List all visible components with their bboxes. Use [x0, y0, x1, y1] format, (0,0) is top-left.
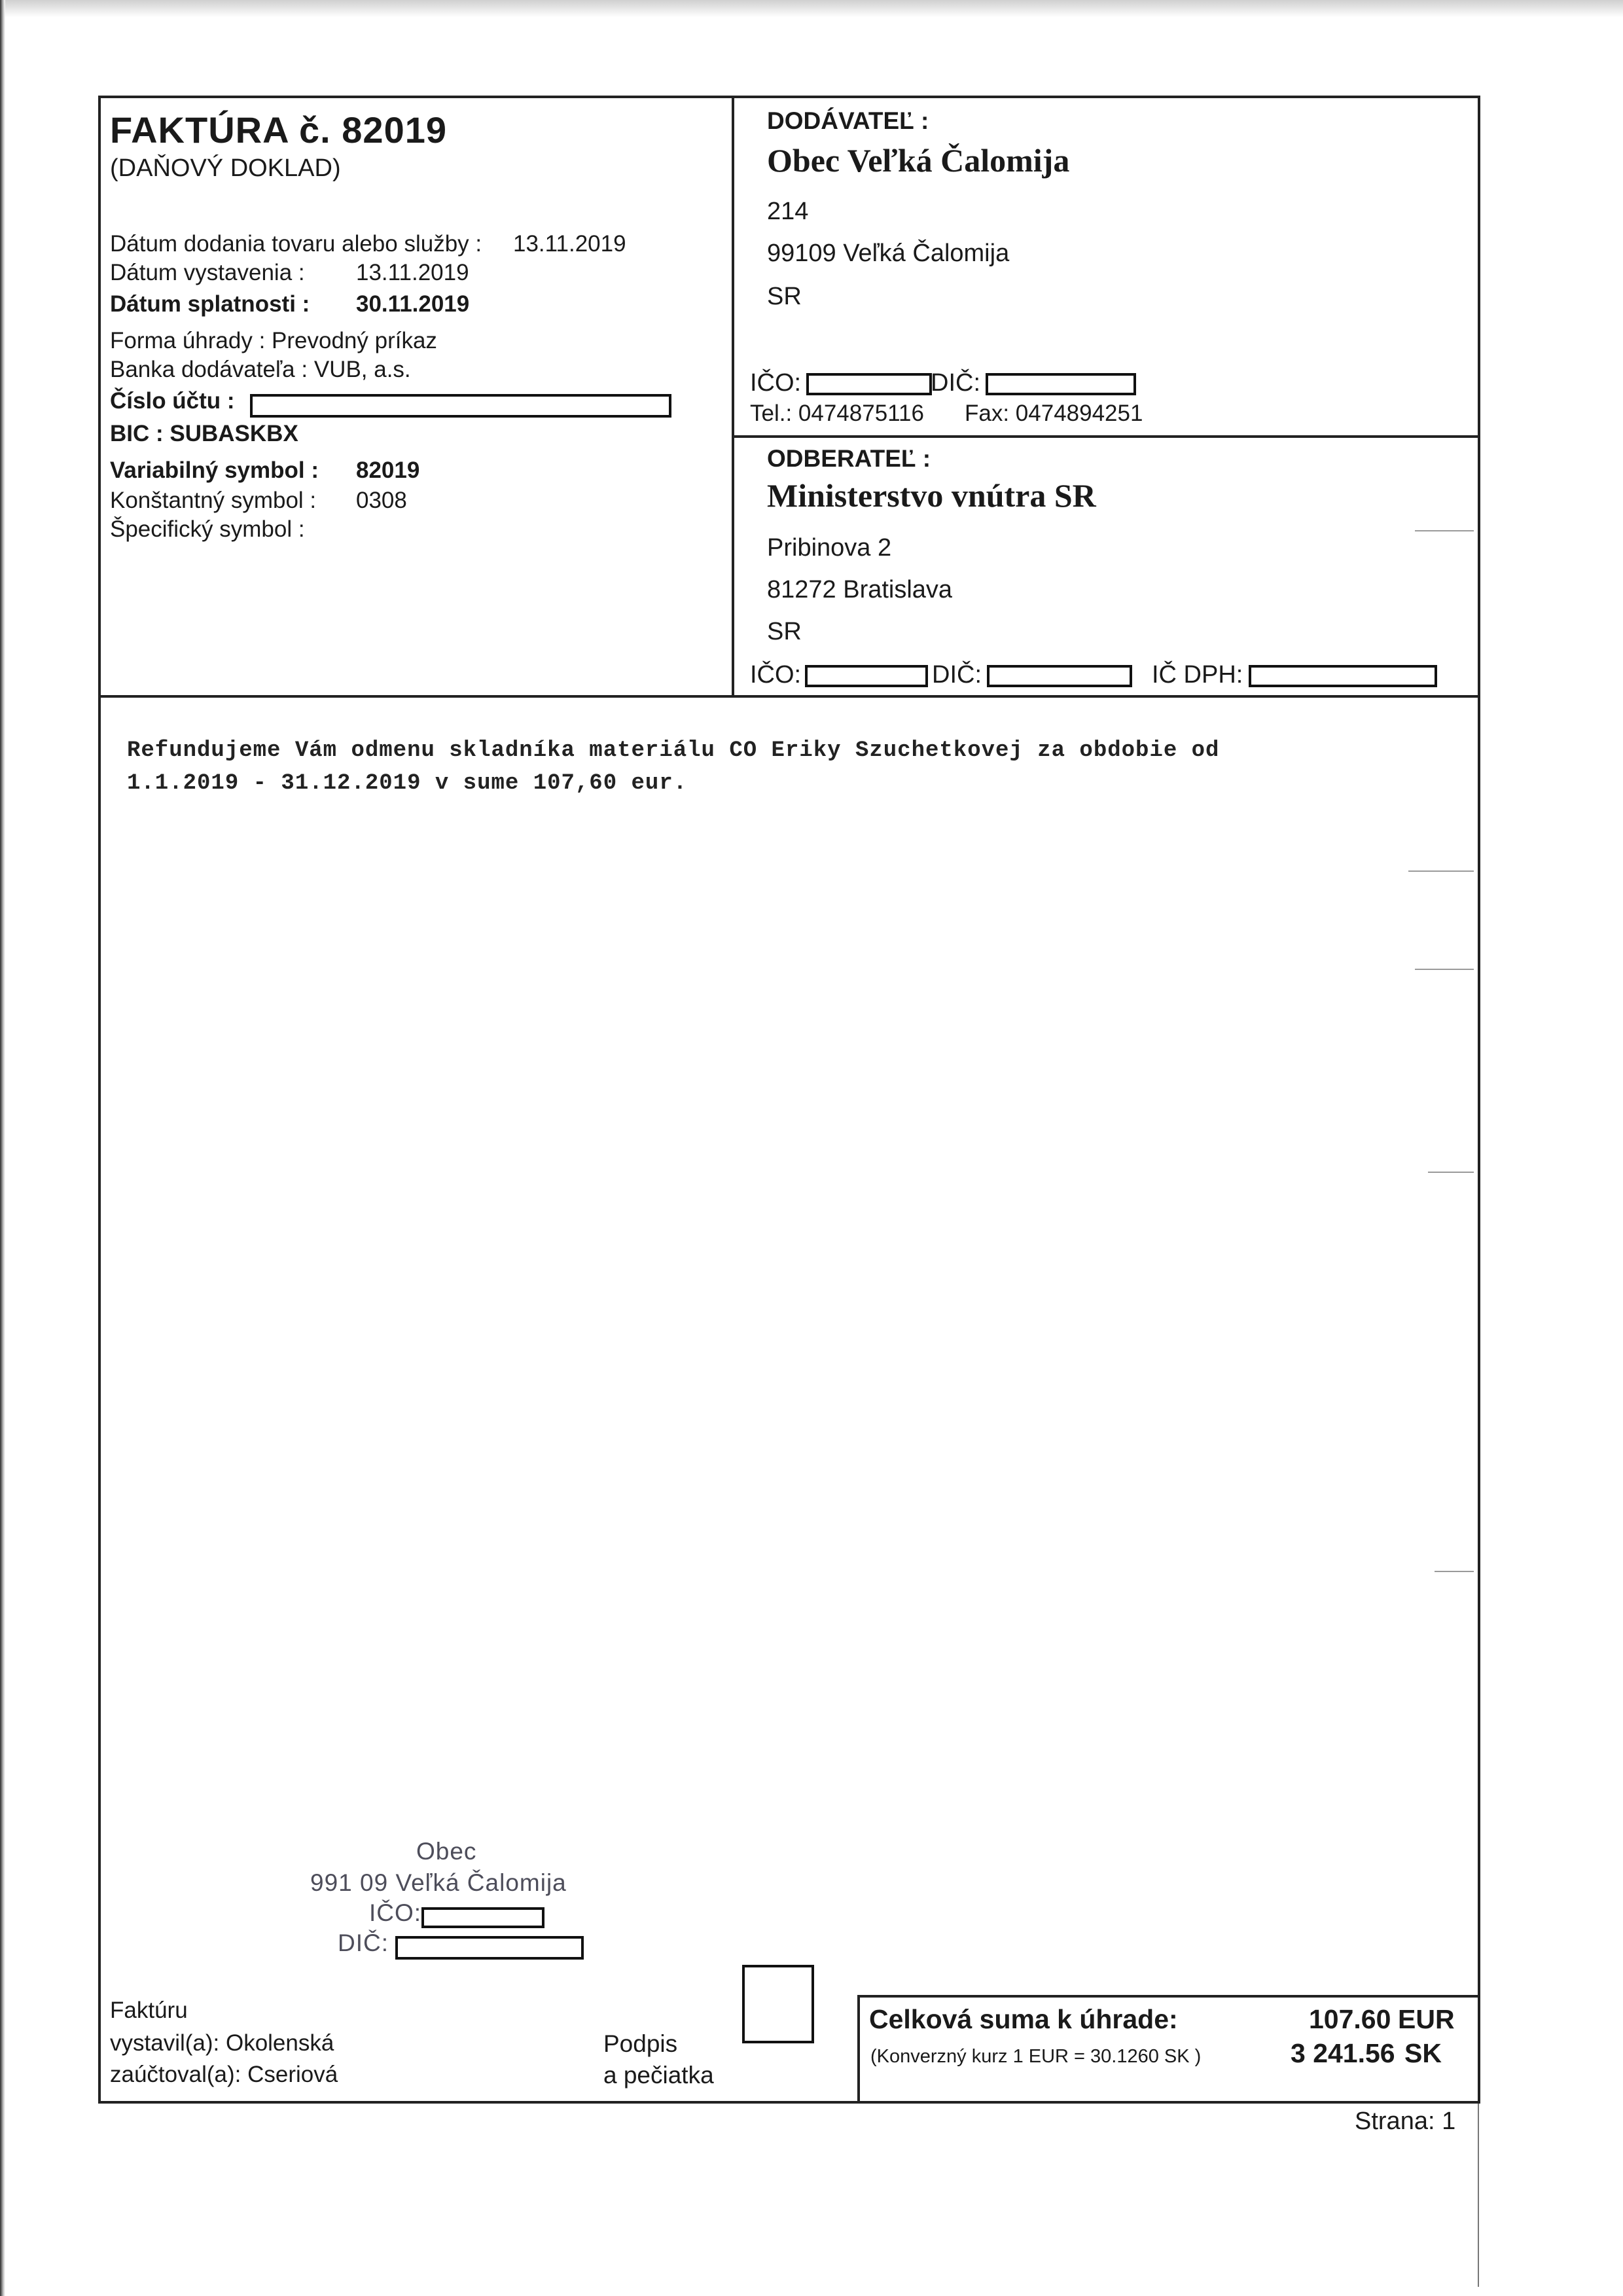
- stamp-dic-label: DIČ:: [338, 1929, 389, 1956]
- scan-mark: [1415, 530, 1474, 531]
- due-date: 30.11.2019: [356, 291, 470, 317]
- customer-icdph-label: IČ DPH:: [1152, 661, 1243, 689]
- issued-by: vystavil(a): Okolenská: [110, 2030, 334, 2056]
- specific-symbol-label: Špecifický symbol :: [110, 516, 305, 542]
- customer-ico-label: IČO:: [750, 661, 802, 689]
- supplier-bank: Banka dodávateľa : VUB, a.s.: [110, 357, 411, 382]
- account-redaction: [250, 394, 671, 418]
- supplier-ico-redaction: [806, 373, 932, 395]
- bic-code: BIC : SUBASKBX: [110, 421, 298, 446]
- supplier-fax: Fax: 0474894251: [965, 401, 1143, 426]
- stamp-line-2: 991 09 Veľká Čalomija: [310, 1869, 567, 1896]
- booked-by: zaúčtoval(a): Cseriová: [110, 2062, 338, 2087]
- stamp-dic-redaction: [395, 1936, 584, 1960]
- currency-eur: EUR: [1398, 2004, 1455, 2034]
- supplier-name: Obec Veľká Čalomija: [767, 142, 1070, 179]
- customer-name: Ministerstvo vnútra SR: [767, 477, 1096, 514]
- variable-symbol-label: Variabilný symbol :: [110, 457, 319, 483]
- page-number: Strana: 1: [1355, 2108, 1456, 2135]
- invoice-subtitle: (DAŇOVÝ DOKLAD): [110, 154, 341, 182]
- customer-dic-label: DIČ:: [932, 661, 982, 689]
- total-sk: 3 241.56: [1291, 2038, 1395, 2068]
- delivery-date: 13.11.2019: [513, 231, 626, 257]
- supplier-heading: DODÁVATEĽ :: [767, 107, 929, 134]
- customer-ico-redaction: [805, 665, 928, 687]
- issue-date: 13.11.2019: [356, 260, 469, 285]
- constant-symbol: 0308: [356, 488, 407, 513]
- scan-mark: [1415, 969, 1474, 970]
- header-bottom: [98, 695, 1480, 698]
- party-divider: [732, 435, 1479, 438]
- variable-symbol: 82019: [356, 457, 420, 483]
- stamp-ico-redaction: [421, 1907, 544, 1928]
- total-label: Celková suma k úhrade:: [869, 2004, 1178, 2034]
- invoice-title: FAKTÚRA č. 82019: [110, 109, 447, 151]
- total-box-top: [857, 1995, 1479, 1998]
- currency-sk: SK: [1404, 2038, 1442, 2068]
- customer-heading: ODBERATEĽ :: [767, 445, 931, 472]
- body-text-line-2: 1.1.2019 - 31.12.2019 v sume 107,60 eur.: [127, 771, 688, 796]
- customer-icdph-redaction: [1249, 665, 1437, 687]
- signature-box: [742, 1965, 814, 2043]
- customer-country: SR: [767, 618, 802, 645]
- scan-shading: [0, 0, 1623, 17]
- frame-top: [98, 96, 1480, 98]
- constant-symbol-label: Konštantný symbol :: [110, 488, 317, 513]
- delivery-date-label: Dátum dodania tovaru alebo služby :: [110, 231, 482, 257]
- total-box-left: [857, 1995, 860, 2102]
- supplier-dic-redaction: [986, 373, 1136, 395]
- customer-city: 81272 Bratislava: [767, 576, 953, 603]
- supplier-city: 99109 Veľká Čalomija: [767, 240, 1010, 267]
- supplier-dic-label: DIČ:: [931, 369, 980, 397]
- issue-date-label: Dátum vystavenia :: [110, 260, 305, 285]
- frame-right: [1478, 96, 1480, 2104]
- signature-label-2: a pečiatka: [603, 2062, 714, 2089]
- scan-mark: [1408, 870, 1474, 872]
- frame-bottom: [98, 2101, 1480, 2104]
- scan-edge: [0, 0, 5, 2296]
- body-text-line-1: Refundujeme Vám odmenu skladníka materiálu CO Eriky Szuchetkovej za obdobie od: [127, 738, 1220, 763]
- customer-dic-redaction: [987, 665, 1132, 687]
- issued-title: Faktúru: [110, 1998, 188, 2023]
- frame-left: [98, 96, 101, 2104]
- scan-mark: [1435, 1571, 1474, 1572]
- supplier-phone: Tel.: 0474875116: [750, 401, 924, 426]
- header-divider: [732, 96, 734, 696]
- due-date-label: Dátum splatnosti :: [110, 291, 310, 317]
- scan-mark: [1428, 1172, 1474, 1173]
- total-eur: 107.60: [1309, 2004, 1391, 2034]
- signature-label-1: Podpis: [603, 2030, 678, 2057]
- supplier-country: SR: [767, 283, 802, 310]
- account-label: Číslo účtu :: [110, 388, 235, 414]
- conversion-rate: (Konverzný kurz 1 EUR = 30.1260 SK ): [870, 2046, 1202, 2067]
- supplier-street: 214: [767, 198, 809, 225]
- right-edge-mark: [1478, 2104, 1479, 2287]
- supplier-ico-label: IČO:: [750, 369, 802, 397]
- stamp-line-1: Obec: [416, 1838, 477, 1865]
- stamp-ico-label: IČO:: [369, 1899, 422, 1926]
- payment-form: Forma úhrady : Prevodný príkaz: [110, 328, 437, 353]
- customer-street: Pribinova 2: [767, 534, 892, 562]
